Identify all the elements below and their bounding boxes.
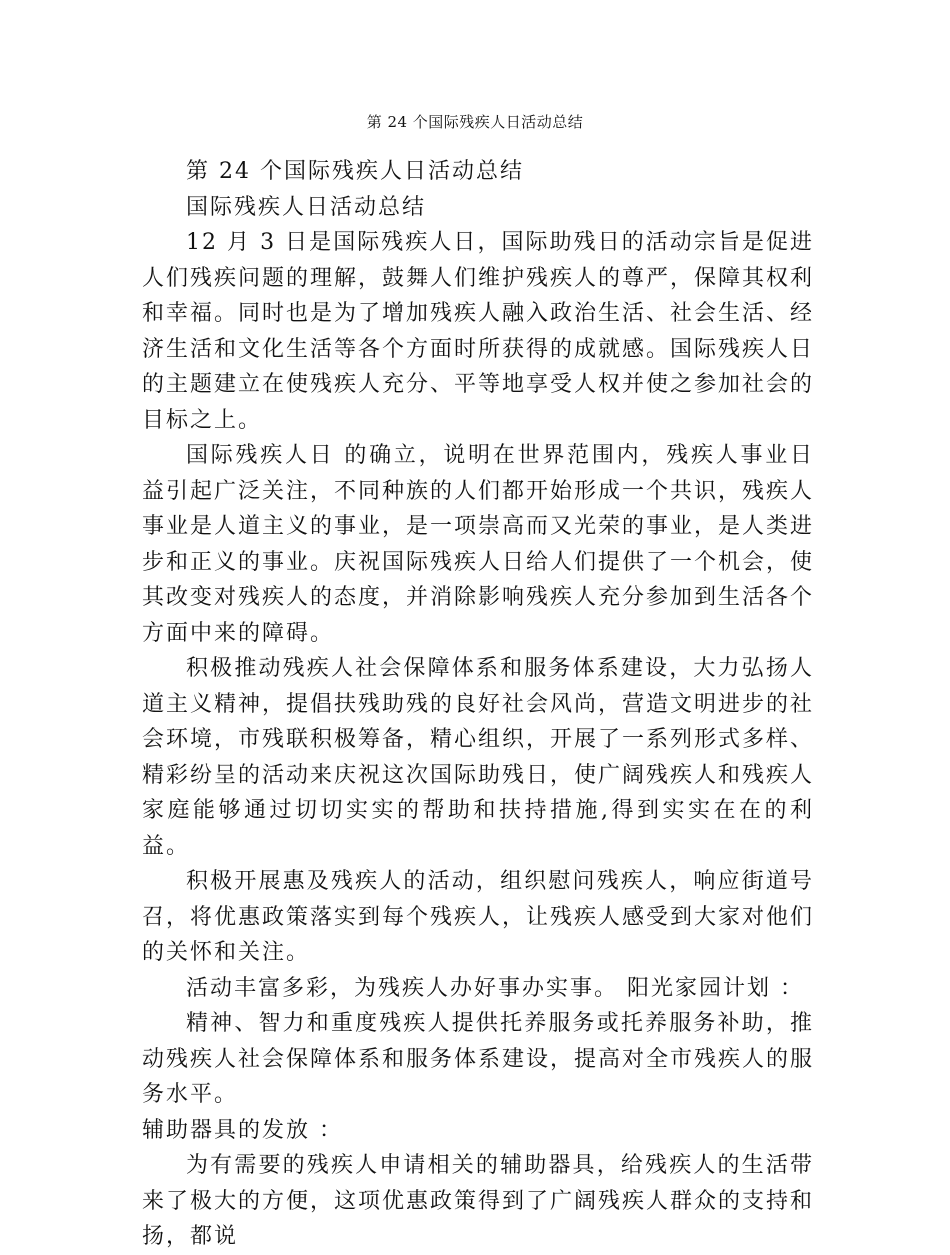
- body-paragraph: 为有需要的残疾人申请相关的辅助器具，给残疾人的生活带来了极大的方便，这项优惠政策得到了广阔残疾人群众的支持和扬，都说: [142, 1153, 815, 1249]
- body-paragraph: 12 月 3 日是国际残疾人日，国际助残日的活动宗旨是促进人们残疾问题的理解，鼓舞人们维护残疾人的尊严，保障其权利和幸福。同时也是为了增加残疾人融入政治生活、社会生活、经济生活和文化生活等各个方面时所获得的成就感。国际残疾人日的主题建立在使残疾人充分、平等地享受人权并使之参加社会的目标之上。: [142, 230, 815, 433]
- body-paragraph: 积极开展惠及残疾人的活动，组织慰问残疾人，响应街道号召，将优惠政策落实到每个残疾人，让残疾人感受到大家对他们的关怀和关注。: [142, 869, 815, 965]
- body-paragraph: 国际残疾人日 的确立，说明在世界范围内，残疾人事业日益引起广泛关注，不同种族的人们都开始形成一个共识，残疾人事业是人道主义的事业，是一项崇高而又光荣的事业，是人类进步和正义的事业。庆祝国际残疾人日给人们提供了一个机会，使其改变对残疾人的态度，并消除影响残疾人充分参加到生活各个方面中来的障碍。: [142, 443, 815, 646]
- document-body: [142, 154, 814, 1255]
- heading-paragraph: 第 24 个国际残疾人日活动总结: [186, 159, 524, 184]
- body-paragraph: 活动丰富多彩，为残疾人办好事办实事。 阳光家园计划 ：: [186, 975, 804, 1001]
- body-paragraph: 积极推动残疾人社会保障体系和服务体系建设，大力弘扬人道主义精神，提倡扶残助残的良好社会风尚，营造文明进步的社会环境，市残联积极筹备，精心组织，开展了一系列形式多样、精彩纷呈的活动来庆祝这次国际助残日，使广阔残疾人和残疾人家庭能够通过切切实实的帮助和扶持措施,得到实实在在的利益。: [142, 656, 815, 859]
- body-paragraph: 精神、智力和重度残疾人提供托养服务或托养服务补助，推动残疾人社会保障体系和服务体系建设，提高对全市残疾人的服务水平。: [142, 1011, 815, 1107]
- subheading-paragraph: 国际残疾人日活动总结: [186, 194, 427, 220]
- body-paragraph: 辅助器具的发放 ：: [142, 1117, 343, 1143]
- running-title: 第 24 个国际残疾人日活动总结: [366, 113, 584, 131]
